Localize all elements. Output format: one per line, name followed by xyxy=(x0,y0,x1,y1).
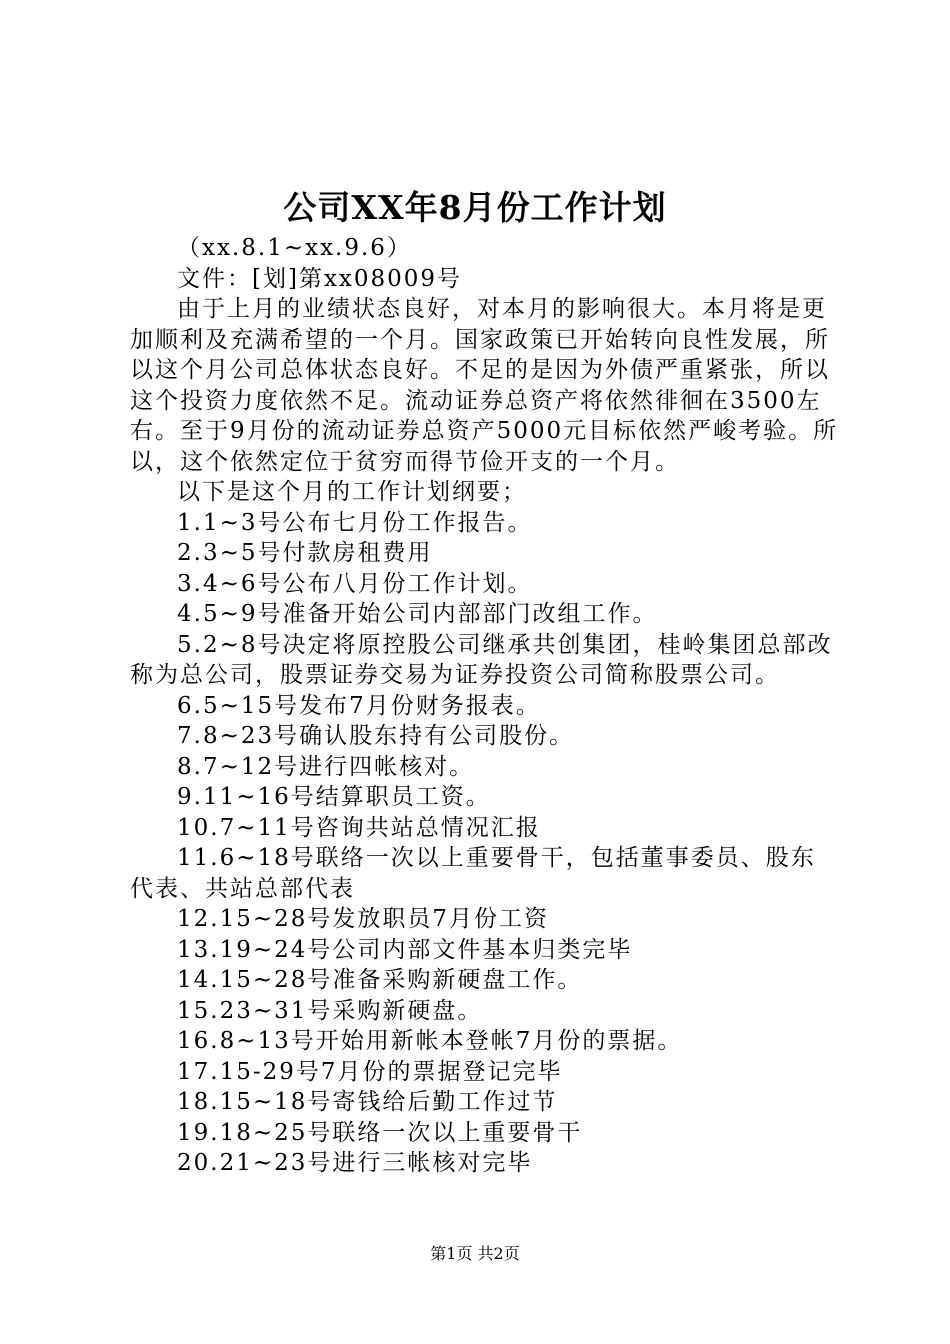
document-title: 公司XX年8月份工作计划 xyxy=(283,188,667,227)
file-number: 文件：[划]第xx08009号 xyxy=(177,265,463,292)
page-footer: 第1页 共2页 xyxy=(430,1244,520,1263)
plan-item: 2.3~5号付款房租费用 xyxy=(177,540,433,566)
plan-item: 1.1~3号公布七月份工作报告。 xyxy=(177,509,533,536)
plan-item: 5.2~8号决定将原控股公司继承共创集团，桂岭集团总部改称为总公司，股票证券交易为证券投资公司简称股票公司。 xyxy=(130,631,833,688)
date-range: （xx.8.1~xx.9.6） xyxy=(177,235,412,261)
plan-item: 17.15-29号7月份的票据登记完毕 xyxy=(177,1058,563,1085)
intro-paragraph: 由于上月的业绩状态良好，对本月的影响很大。本月将是更加顺利及充满希望的一个月。国家政策已开始转向良性发展，所以这个月公司总体状态良好。不足的是因为外债严重紧张，所以这个投资力度依然不足。流动证券总资产将依然徘徊在3500左右。至于9月份的流动证券总资产5000元目标依然严峻考验。所以，这个依然定位于贫穷而得节俭开支的一个月。 xyxy=(130,296,839,475)
plan-item: 4.5~9号准备开始公司内部部门改组工作。 xyxy=(177,601,658,627)
document-body xyxy=(130,233,840,1179)
plan-item: 9.11~16号结算职员工资。 xyxy=(177,784,491,810)
plan-item: 13.19~24号公司内部文件基本归类完毕 xyxy=(177,936,633,963)
plan-item: 10.7~11号咨询共站总情况汇报 xyxy=(177,814,541,841)
plan-item: 16.8~13号开始用新帐本登帐7月份的票据。 xyxy=(177,1028,683,1054)
plan-item: 7.8~23号确认股东持有公司股份。 xyxy=(177,723,575,749)
plan-item: 8.7~12号进行四帐核对。 xyxy=(177,753,475,780)
outline-heading: 以下是这个月的工作计划纲要； xyxy=(177,479,527,505)
plan-item: 12.15~28号发放职员7月份工资 xyxy=(177,906,550,932)
plan-item: 6.5~15号发布7月份财务报表。 xyxy=(177,692,541,719)
plan-item: 3.4~6号公布八月份工作计划。 xyxy=(177,570,533,597)
plan-item: 19.18~25号联络一次以上重要骨干 xyxy=(177,1119,583,1146)
plan-item: 18.15~18号寄钱给后勤工作过节 xyxy=(177,1089,558,1115)
plan-item: 20.21~23号进行三帐核对完毕 xyxy=(177,1150,533,1176)
plan-item: 14.15~28号准备采购新硬盘工作。 xyxy=(177,967,583,993)
plan-item: 15.23~31号采购新硬盘。 xyxy=(177,997,483,1024)
plan-item: 11.6~18号联络一次以上重要骨干，包括董事委员、股东代表、共站总部代表 xyxy=(130,845,816,902)
